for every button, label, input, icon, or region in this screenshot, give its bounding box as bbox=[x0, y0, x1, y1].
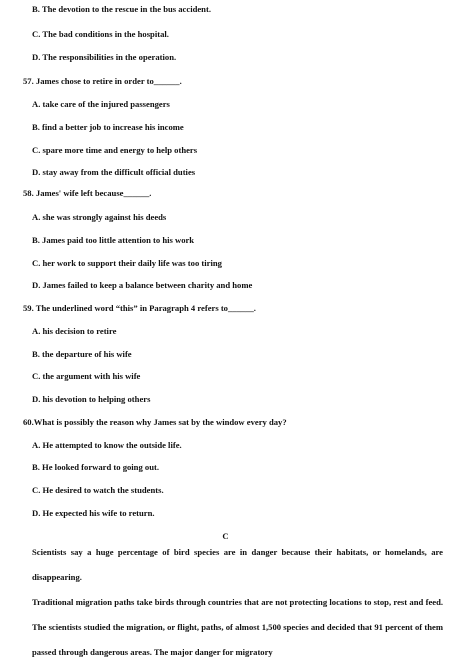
option-60-d: D. He expected his wife to return. bbox=[32, 508, 155, 518]
option-58-a: A. she was strongly against his deeds bbox=[32, 212, 167, 222]
option-60-b: B. He looked forward to going out. bbox=[32, 462, 159, 472]
option-60-a: A. He attempted to know the outside life. bbox=[32, 440, 182, 450]
option-58-b: B. James paid too little attention to his work bbox=[32, 235, 195, 245]
option-58-c: C. her work to support their daily life was too tiring bbox=[32, 258, 222, 268]
passage-paragraph-1: Scientists say a huge percentage of bird species are in danger because their habitats, or homelands, are disappearing. bbox=[32, 547, 443, 582]
option-57-d: D. stay away from the difficult official duties bbox=[32, 167, 196, 177]
option-59-b: B. the departure of his wife bbox=[32, 349, 132, 359]
option-59-a: A. his decision to retire bbox=[32, 326, 117, 336]
option-58-d: D. James failed to keep a balance between charity and home bbox=[32, 280, 253, 290]
option-59-c: C. the argument with his wife bbox=[32, 371, 141, 381]
section-heading: C bbox=[222, 531, 229, 541]
option-57-a: A. take care of the injured passengers bbox=[32, 99, 170, 109]
question-60: 60.What is possibly the reason why James sat by the window every day? bbox=[23, 417, 287, 427]
question-59: 59. The underlined word “this” in Paragraph 4 refers to______. bbox=[23, 303, 256, 313]
option-57-c: C. spare more time and energy to help others bbox=[32, 145, 198, 155]
option-56-c: C. The bad conditions in the hospital. bbox=[32, 29, 169, 39]
option-56-b: B. The devotion to the rescue in the bus accident. bbox=[32, 4, 211, 14]
option-59-d: D. his devotion to helping others bbox=[32, 394, 151, 404]
option-60-c: C. He desired to watch the students. bbox=[32, 485, 164, 495]
option-57-b: B. find a better job to increase his income bbox=[32, 122, 184, 132]
question-57: 57. James chose to retire in order to______. bbox=[23, 76, 182, 86]
option-56-d: D. The responsibilities in the operation. bbox=[32, 52, 177, 62]
question-58: 58. James' wife left because______. bbox=[23, 188, 152, 198]
passage-paragraph-2: Traditional migration paths take birds through countries that are not protecting locations to stop, rest and feed. The scientists studied the migration, or flight, paths, of almost 1,500 species and decided that 91 percent of them passed through dangerous areas. The major danger for migratory bbox=[32, 597, 443, 657]
